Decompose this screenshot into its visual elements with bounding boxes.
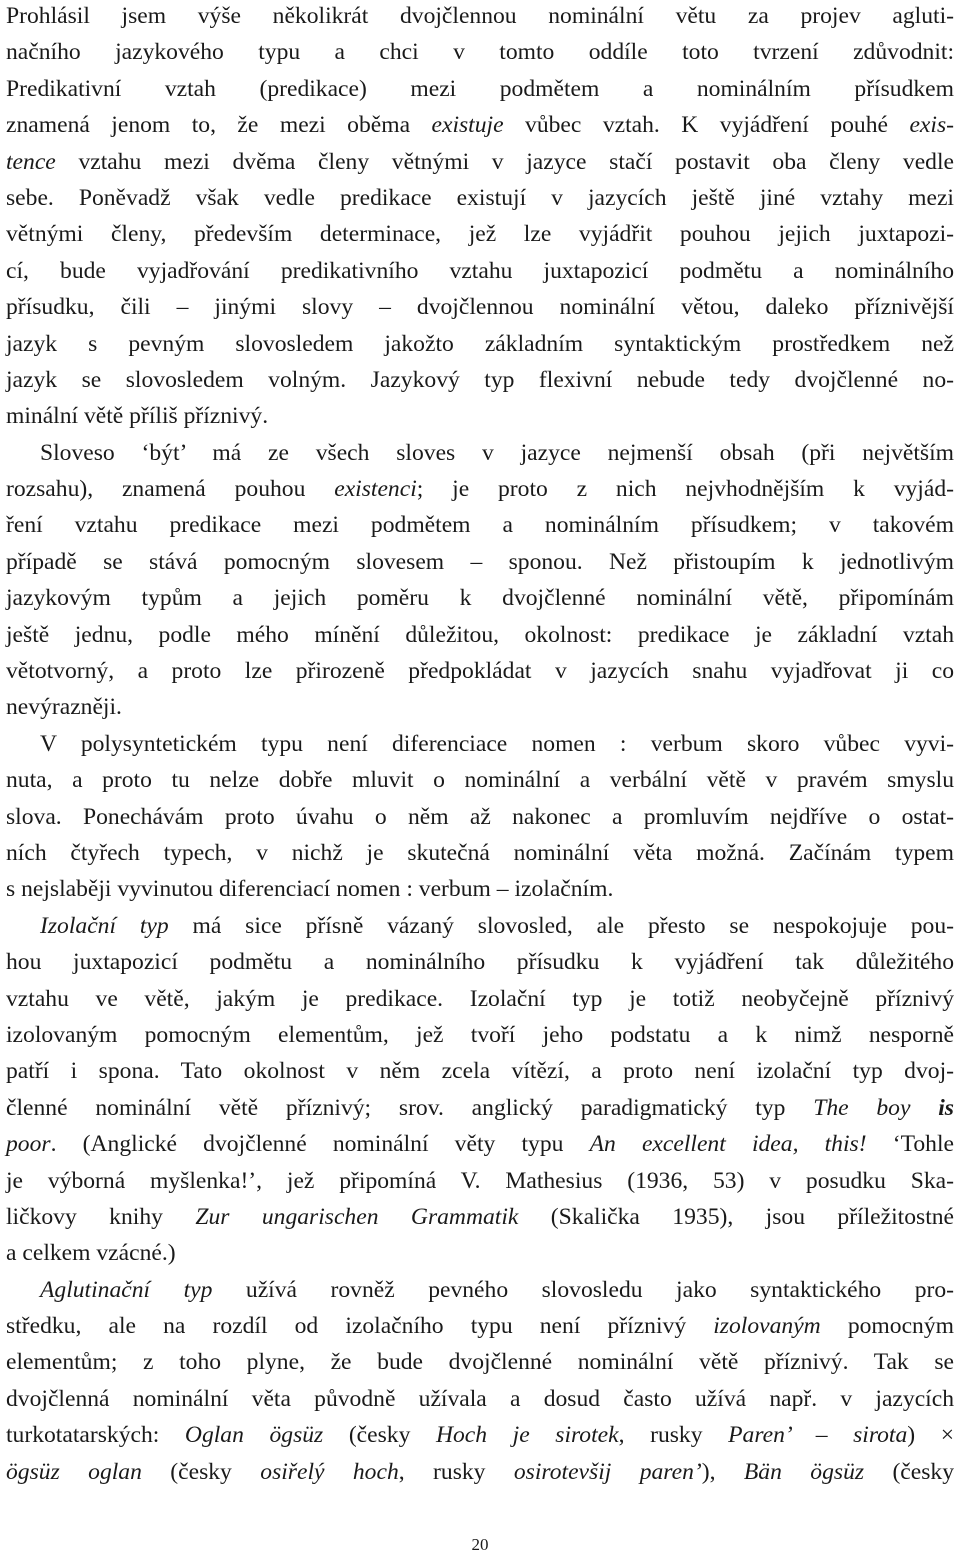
text-run: (česky xyxy=(141,1458,261,1485)
italic-run: existuje xyxy=(431,112,504,139)
text-run: cí, bude vyjadřování predikativního vztahu juxtapozicí podmětu a nominálního xyxy=(6,257,954,284)
text-line xyxy=(6,34,954,70)
italic-run: Bän ögsüz xyxy=(743,1458,865,1485)
text-line xyxy=(6,617,954,653)
italic-run: existenci xyxy=(334,476,417,503)
text-run: V polysyntetickém typu není diferenciace nomen : verbum skoro vůbec vyvi- xyxy=(40,730,954,757)
text-line xyxy=(6,944,954,980)
text-line xyxy=(6,871,954,907)
text-line xyxy=(6,762,954,798)
text-line xyxy=(6,0,954,34)
text-line xyxy=(6,1163,954,1199)
text-run: středku, ale na rozdíl od izolačního typu není příznivý xyxy=(6,1313,714,1340)
text-run: Prohlásil jsem výše několikrát dvojčlennou nominální větu za projev agluti- xyxy=(6,3,954,29)
text-run: znamená jenom to, že mezi oběma xyxy=(6,112,432,139)
italic-run: poor xyxy=(6,1131,51,1158)
text-line xyxy=(6,1308,954,1344)
text-line xyxy=(6,1090,954,1126)
text-run: případě se stává pomocným slovesem – sponou. Než přistoupím k jednotlivým xyxy=(6,548,954,575)
text-run: větnými členy, především determinace, jež lze vyjádřit pouhou jejich juxtapozi- xyxy=(6,221,954,248)
text-run: hou juxtapozicí podmětu a nominálního přísudku k vyjádření tak důležitého xyxy=(6,949,954,976)
text-line xyxy=(6,689,954,725)
text-line xyxy=(6,107,954,143)
italic-run: izolovaným xyxy=(713,1313,821,1340)
text-line xyxy=(6,398,954,434)
text-line xyxy=(6,653,954,689)
text-run: (česky xyxy=(864,1458,955,1485)
text-run: , rusky xyxy=(398,1458,514,1485)
text-run: ; je proto z nich nejvhodnějším k vyjád- xyxy=(416,476,954,503)
text-line xyxy=(6,835,954,871)
text-run: má sice přísně vázaný slovosled, ale přesto se nespokojuje pou- xyxy=(168,912,954,939)
text-run: přísudku, čili – jinými slovy – dvojčlennou nominální větou, daleko příznivější xyxy=(6,294,954,321)
text-line xyxy=(6,1454,954,1490)
text-line xyxy=(6,981,954,1017)
text-run: rozsahu), znamená pouhou xyxy=(6,476,335,503)
text-run: minální větě příliš příznivý. xyxy=(6,403,269,430)
text-line xyxy=(6,216,954,252)
italic-run: osiřelý hoch xyxy=(260,1458,399,1485)
text-run: členné nominální větě příznivý; srov. anglický paradigmatický typ xyxy=(6,1094,814,1121)
text-run: . (Anglické dvojčlenné nominální věty typu xyxy=(50,1131,590,1158)
text-run: nuta, a proto tu nelze dobře mluvit o nominální a verbální větě v pravém smyslu xyxy=(6,767,954,794)
bold-italic-run: is xyxy=(938,1094,954,1121)
text-line xyxy=(6,908,954,944)
text-line xyxy=(6,180,954,216)
text-run: (česky xyxy=(323,1422,436,1449)
text-run: sebe. Poněvadž však vedle predikace existují v jazycích ještě jiné vztahy mezi xyxy=(6,184,954,211)
text-run: je výborná myšlenka!’, jež připomíná V. Mathesius (1936, 53) v posudku Ska- xyxy=(6,1167,954,1194)
text-line xyxy=(6,799,954,835)
italic-run: tence xyxy=(6,148,56,175)
text-run: a celkem vzácné.) xyxy=(6,1240,176,1267)
italic-run: An excellent idea, this! xyxy=(589,1131,867,1158)
text-line xyxy=(6,1417,954,1453)
text-line xyxy=(6,71,954,107)
text-line xyxy=(6,435,954,471)
text-line xyxy=(6,1126,954,1162)
text-run: ních čtyřech typech, v nichž je skutečná nominální věta možná. Začínám typem xyxy=(6,839,954,866)
text-run: vůbec vztah. K vyjádření pouhé xyxy=(503,112,910,139)
text-line xyxy=(6,1381,954,1417)
text-run: izolovaným pomocným elementům, jež tvoří jeho podstatu a k nimž nesporně xyxy=(6,1021,954,1048)
italic-run: Aglutinační typ xyxy=(40,1276,213,1303)
text-line xyxy=(6,362,954,398)
text-run: ličkovy knihy xyxy=(6,1203,196,1230)
text-run: nevýrazněji. xyxy=(6,694,122,721)
text-run: vztahu mezi dvěma členy větnými v jazyce stačí postavit oba členy vedle xyxy=(55,148,954,175)
text-line xyxy=(6,1053,954,1089)
text-line xyxy=(6,726,954,762)
italic-run: The boy xyxy=(813,1094,939,1121)
italic-run: Hoch je sirotek xyxy=(435,1422,619,1449)
italic-run: Oglan ögsüz xyxy=(184,1422,324,1449)
italic-run: Paren’ – sirota xyxy=(728,1422,908,1449)
text-run: pomocným xyxy=(820,1313,954,1340)
text-line xyxy=(6,1344,954,1380)
text-line xyxy=(6,326,954,362)
italic-run: ögsüz oglan xyxy=(6,1458,142,1485)
italic-run: exis- xyxy=(909,112,954,139)
text-line xyxy=(6,471,954,507)
text-run: dvojčlenná nominální věta původně užívala a dosud často užívá např. v jazycích xyxy=(6,1385,954,1412)
text-line xyxy=(6,1272,954,1308)
text-run: patří i spona. Tato okolnost v něm zcela vítězí, a proto není izolační typ dvoj- xyxy=(6,1058,954,1085)
italic-run: Zur ungarischen Grammatik xyxy=(195,1203,519,1230)
text-line xyxy=(6,580,954,616)
text-line xyxy=(6,144,954,180)
text-run: Sloveso ‘být’ má ze všech sloves v jazyce nejmenší obsah (při největším xyxy=(40,439,954,466)
text-line xyxy=(6,544,954,580)
text-run: ‘Tohle xyxy=(866,1131,954,1158)
text-run: vztahu ve větě, jakým je predikace. Izolační typ je totiž neobyčejně příznivý xyxy=(6,985,954,1012)
text-column xyxy=(6,0,954,1490)
text-line xyxy=(6,1199,954,1235)
text-run: ření vztahu predikace mezi podmětem a nominálním přísudkem; v takovém xyxy=(6,512,954,539)
text-run: , rusky xyxy=(618,1422,729,1449)
text-line xyxy=(6,253,954,289)
italic-run: Izolační typ xyxy=(40,912,169,939)
text-run: načního jazykového typu a chci v tomto oddíle toto tvrzení zdůvodnit: xyxy=(6,39,954,66)
text-line xyxy=(6,507,954,543)
text-run: Predikativní vztah (predikace) mezi podmětem a nominálním přísudkem xyxy=(6,75,954,102)
text-run: elementům; z toho plyne, že bude dvojčlenné nominální větě příznivý. Tak se xyxy=(6,1349,954,1376)
text-line xyxy=(6,289,954,325)
text-run: větotvorný, a proto lze přirozeně předpokládat v jazycích snahu vyjadřovat ji co xyxy=(6,658,954,685)
text-run: ještě jednu, podle mého mínění důležitou, okolnost: predikace je základní vztah xyxy=(6,621,954,648)
text-run: ), xyxy=(701,1458,744,1485)
text-run: (Skalička 1935), jsou příležitostné xyxy=(518,1203,955,1230)
text-run: užívá rovněž pevného slovosledu jako syntaktického pro- xyxy=(212,1276,955,1303)
text-run: s nejslaběji vyvinutou diferenciací nomen : verbum – izolačním. xyxy=(6,876,614,903)
page-number: 20 xyxy=(471,1535,489,1554)
text-run: jazyk se slovosledem volným. Jazykový typ flexivní nebude tedy dvojčlenné no- xyxy=(6,366,954,393)
text-run: jazykovým typům a jejich poměru k dvojčlenné nominální větě, připomínám xyxy=(6,585,954,612)
text-run: jazyk s pevným slovosledem jakožto základním syntaktickým prostředkem než xyxy=(6,330,954,357)
text-run: slova. Ponechávám proto úvahu o něm až nakonec a promluvím nejdříve o ostat- xyxy=(6,803,954,830)
text-run: turkotatarských: xyxy=(6,1422,185,1449)
text-line xyxy=(6,1017,954,1053)
text-line xyxy=(6,1235,954,1271)
text-run: ) × xyxy=(907,1422,955,1449)
italic-run: osirotevšij paren’ xyxy=(513,1458,702,1485)
